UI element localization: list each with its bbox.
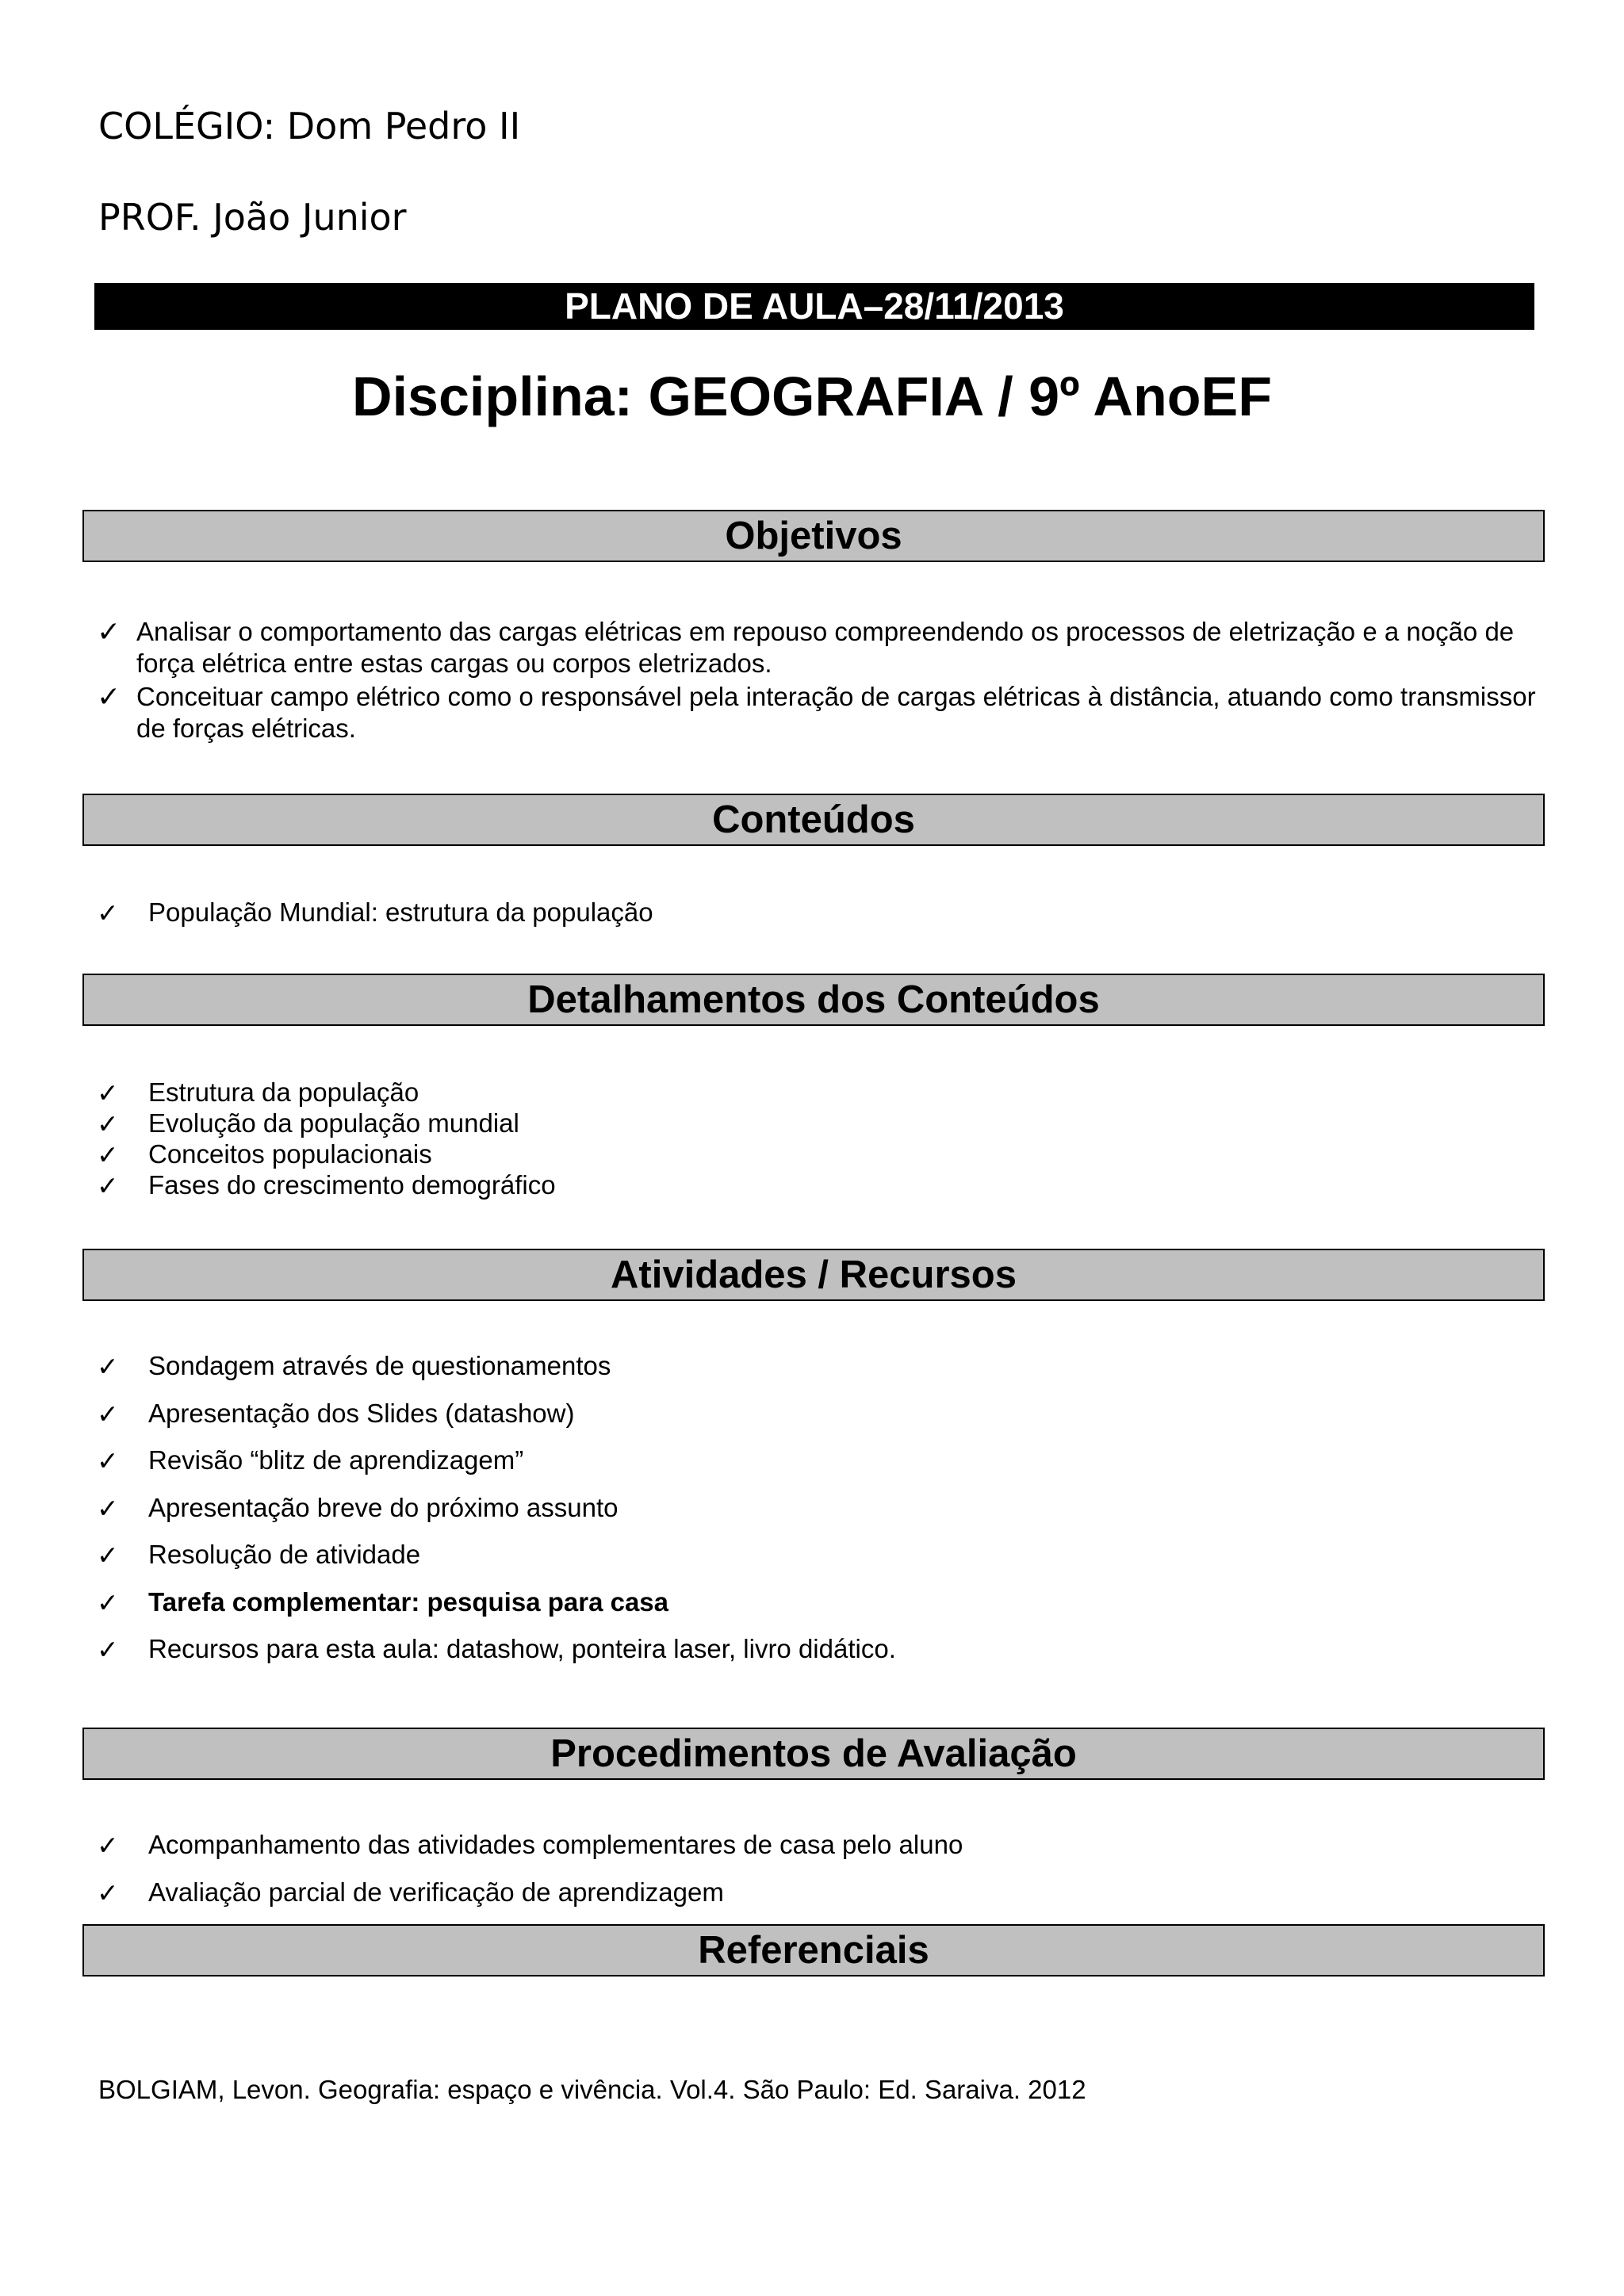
check-icon: ✓: [97, 1634, 119, 1665]
list-item-text: Estrutura da população: [148, 1077, 419, 1107]
list-item-text: Apresentação dos Slides (datashow): [148, 1398, 575, 1428]
check-icon: ✓: [97, 681, 121, 714]
list-item-text: Recursos para esta aula: datashow, ponteira laser, livro didático.: [148, 1634, 896, 1663]
check-icon: ✓: [97, 1877, 119, 1908]
list-item-text: Evolução da população mundial: [148, 1108, 519, 1138]
section-header-objetivos: Objetivos: [82, 510, 1545, 562]
school-name: COLÉGIO: Dom Pedro II: [98, 105, 521, 147]
section-header-avaliacao: Procedimentos de Avaliação: [82, 1728, 1545, 1780]
check-icon: ✓: [97, 1139, 119, 1170]
list-item-text: Conceituar campo elétrico como o responsável pela interação de cargas elétricas à distância, atuando como transmissor de forças elétricas.: [136, 682, 1536, 743]
list-item-text: Avaliação parcial de verificação de aprendizagem: [148, 1877, 724, 1907]
check-icon: ✓: [97, 1586, 119, 1618]
list-item-text: Acompanhamento das atividades complementares de casa pelo aluno: [148, 1830, 963, 1859]
reference-text: BOLGIAM, Levon. Geografia: espaço e vivência. Vol.4. São Paulo: Ed. Saraiva. 2012: [98, 2075, 1086, 2104]
check-icon: ✓: [97, 1445, 119, 1476]
check-icon: ✓: [97, 1540, 119, 1571]
check-icon: ✓: [97, 897, 119, 928]
check-icon: ✓: [97, 1077, 119, 1108]
professor-name: PROF. João Junior: [98, 196, 407, 239]
check-icon: ✓: [97, 1170, 119, 1201]
lesson-plan-banner: PLANO DE AULA–28/11/2013: [94, 283, 1534, 330]
section-header-atividades: Atividades / Recursos: [82, 1249, 1545, 1301]
check-icon: ✓: [97, 616, 121, 649]
check-icon: ✓: [97, 1351, 119, 1382]
list-item-text: Sondagem através de questionamentos: [148, 1351, 611, 1380]
check-icon: ✓: [97, 1492, 119, 1524]
list-item-text: Analisar o comportamento das cargas elétricas em repouso compreendendo os processos de eletrização e a noção de força elétrica entre estas cargas ou corpos eletrizados.: [136, 617, 1515, 678]
section-header-referenciais: Referenciais: [82, 1924, 1545, 1976]
list-item-text: Fases do crescimento demográfico: [148, 1170, 556, 1200]
section-header-conteudos: Conteúdos: [82, 794, 1545, 846]
list-item-text: Revisão “blitz de aprendizagem”: [148, 1445, 524, 1475]
list-item-text: Resolução de atividade: [148, 1540, 421, 1569]
check-icon: ✓: [97, 1108, 119, 1139]
list-item-text: Apresentação breve do próximo assunto: [148, 1492, 619, 1522]
discipline-title: Disciplina: GEOGRAFIA / 9º AnoEF: [352, 365, 1272, 427]
section-header-detalhamentos: Detalhamentos dos Conteúdos: [82, 974, 1545, 1026]
check-icon: ✓: [97, 1830, 119, 1861]
list-item-text: Conceitos populacionais: [148, 1139, 432, 1169]
list-item-text: População Mundial: estrutura da população: [148, 897, 653, 927]
check-icon: ✓: [97, 1398, 119, 1429]
list-item-text: Tarefa complementar: pesquisa para casa: [148, 1586, 669, 1617]
